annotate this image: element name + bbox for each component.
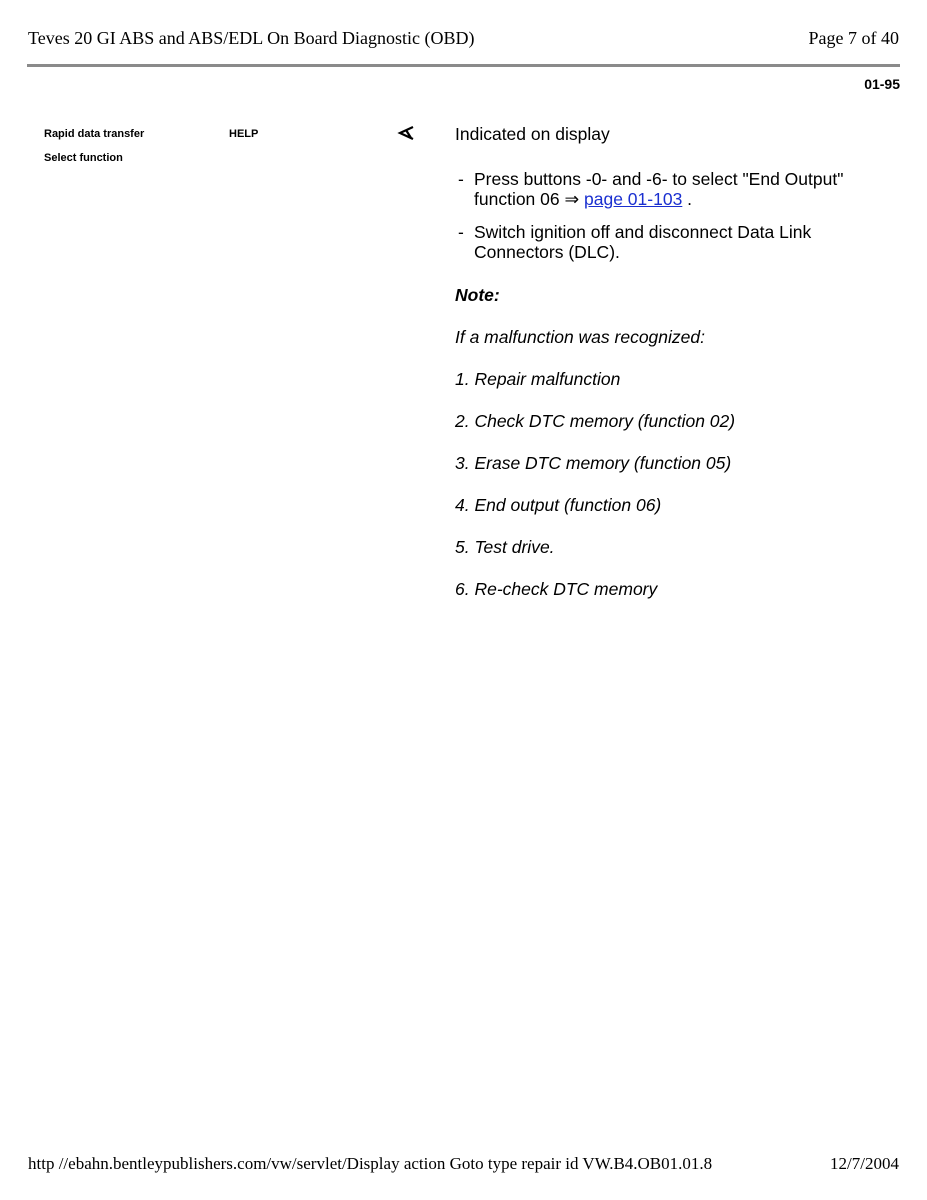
bullet1-end: . [682, 189, 693, 209]
display-line-1: Rapid data transfer [44, 128, 145, 140]
step-item: 6. Re-check DTC memory [455, 579, 658, 599]
section-number: 01-95 [864, 76, 900, 92]
step-item: 1. Repair malfunction [455, 369, 621, 389]
list-item: - Switch ignition off and disconnect Data Link Connectors (DLC). [458, 222, 812, 262]
header-divider [27, 64, 900, 67]
step-item: 5. Test drive. [455, 537, 555, 557]
step-item: 4. End output (function 06) [455, 495, 662, 515]
bullet2-text: Switch ignition off and disconnect Data Link Connectors (DLC). [474, 222, 812, 262]
display-line-2: Select function [44, 152, 123, 164]
page-link[interactable]: page 01-103 [584, 189, 683, 209]
note-heading: Note: [455, 285, 500, 305]
instruction-content [455, 124, 900, 599]
instruction-list [455, 169, 900, 262]
tester-display [44, 128, 414, 172]
pointer-arrow-icon [397, 124, 415, 142]
bullet1-text: Press buttons -0- and -6- to select "End Output" function 06 ⇒ [474, 169, 844, 209]
step-item: 3. Erase DTC memory (function 05) [455, 453, 732, 473]
source-url: http //ebahn.bentleypublishers.com/vw/servlet/Display action Goto type repair id VW.B4.OB01.01.8 [28, 1154, 713, 1173]
display-help: HELP [229, 128, 259, 140]
list-item: - Press buttons -0- and -6- to select "End Output" function 06 ⇒ page 01-103 . [458, 169, 844, 209]
indicated-text: Indicated on display [455, 124, 610, 144]
malfunction-intro: If a malfunction was recognized: [455, 327, 705, 347]
page-indicator: Page 7 of 40 [808, 28, 899, 48]
step-item: 2. Check DTC memory (function 02) [455, 411, 736, 431]
document-title: Teves 20 GI ABS and ABS/EDL On Board Diagnostic (OBD) [28, 28, 475, 48]
print-date: 12/7/2004 [830, 1154, 899, 1173]
